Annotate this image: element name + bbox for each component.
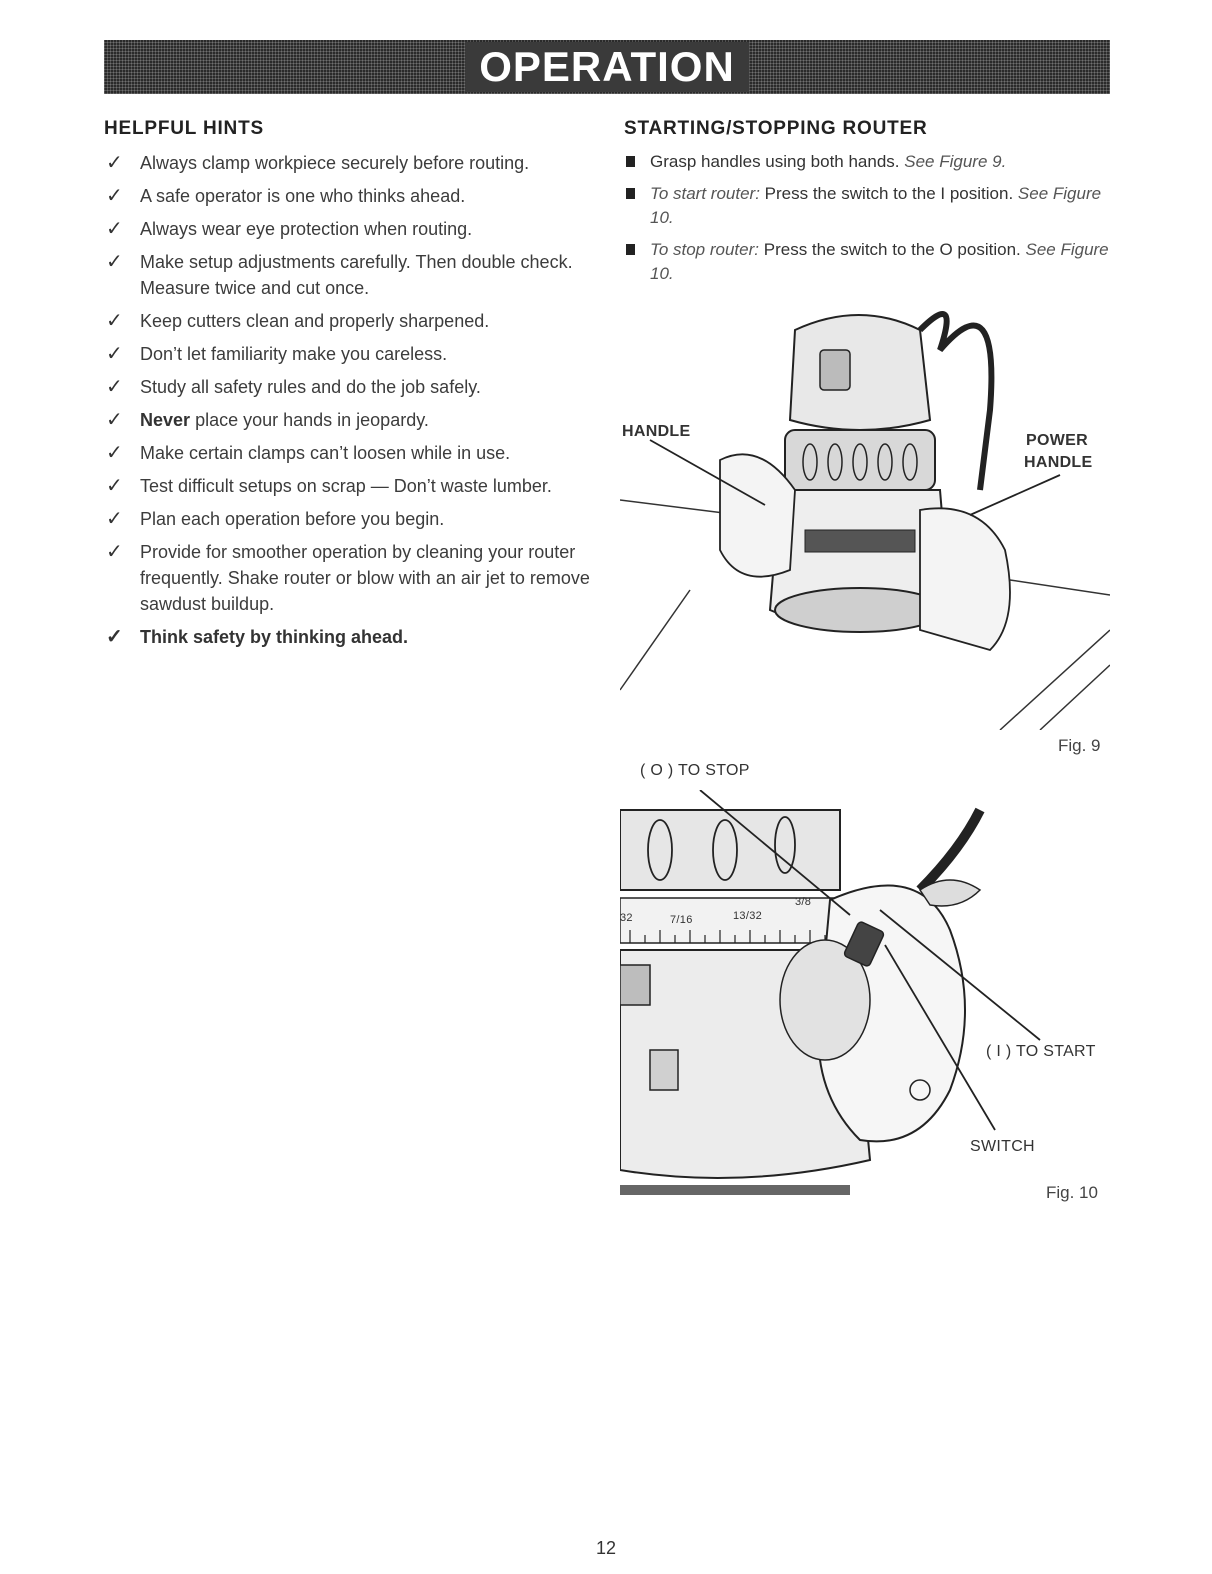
scale-mark-32: 32 xyxy=(620,912,633,924)
page-number: 12 xyxy=(595,1538,617,1558)
bullet-square-icon xyxy=(626,188,635,199)
list-item: ✓ Provide for smoother operation by cleaning your router frequently. Shake router or blow with an air jet to remove sawdust buildup. xyxy=(106,541,590,614)
starting-stopping-section xyxy=(624,118,1114,294)
checkmark-icon: ✓ xyxy=(106,409,123,431)
bullet-square-icon xyxy=(626,244,635,255)
checkmark-icon: ✓ xyxy=(106,475,123,497)
checkmark-icon: ✓ xyxy=(106,343,123,365)
to-start-label: ( I ) TO START xyxy=(986,1043,1096,1060)
banner-title: OPERATION xyxy=(465,42,749,92)
list-item: ✓ Make certain clamps can’t loosen while in use. xyxy=(106,442,511,464)
figure-10-switch-illustration xyxy=(620,790,1110,1210)
figure-9-caption: Fig. 9 xyxy=(1058,736,1101,755)
list-item: Grasp handles using both hands. See Figure 9. xyxy=(624,150,1114,174)
list-item: ✓ Think safety by thinking ahead. xyxy=(106,626,409,648)
steps-list xyxy=(624,150,1114,286)
list-item: ✓ Always clamp workpiece securely before routing. xyxy=(106,152,530,174)
to-stop-label: ( O ) TO STOP xyxy=(640,762,750,779)
bullet-square-icon xyxy=(626,156,635,167)
checkmark-icon: ✓ xyxy=(106,376,123,398)
checkmark-icon: ✓ xyxy=(106,251,123,273)
checkmark-icon: ✓ xyxy=(106,626,123,648)
list-item: To start router: Press the switch to the I position. See Figure 10. xyxy=(624,182,1114,230)
helpful-hints-list xyxy=(104,150,594,650)
power-handle-label-line1: POWER xyxy=(1026,432,1088,449)
list-item: ✓ Study all safety rules and do the job safely. xyxy=(106,376,481,398)
checkmark-icon: ✓ xyxy=(106,508,123,530)
switch-label: SWITCH xyxy=(970,1138,1035,1155)
list-item: ✓ Always wear eye protection when routing. xyxy=(106,218,473,240)
checkmark-icon: ✓ xyxy=(106,218,123,240)
checkmark-icon: ✓ xyxy=(106,442,123,464)
list-item: ✓ Keep cutters clean and properly sharpened. xyxy=(106,310,490,332)
starting-stopping-heading: STARTING/STOPPING ROUTER xyxy=(624,118,928,139)
list-item: ✓ Don’t let familiarity make you careless. xyxy=(106,343,448,365)
scale-mark-13-32: 13/32 xyxy=(733,910,763,922)
list-item: ✓ Plan each operation before you begin. xyxy=(106,508,445,530)
checkmark-icon: ✓ xyxy=(106,541,123,563)
list-item: ✓ A safe operator is one who thinks ahead. xyxy=(106,185,466,207)
scale-mark-3-8: 3/8 xyxy=(795,896,812,908)
helpful-hints-heading: HELPFUL HINTS xyxy=(104,118,264,139)
power-handle-label-line2: HANDLE xyxy=(1024,454,1093,471)
section-banner xyxy=(104,40,1110,94)
handle-label: HANDLE xyxy=(622,423,691,440)
list-item: ✓ Make setup adjustments carefully. Then double check. Measure twice and cut once. xyxy=(106,251,573,298)
helpful-hints-section xyxy=(104,118,594,657)
checkmark-icon: ✓ xyxy=(106,310,123,332)
list-item: ✓ Test difficult setups on scrap — Don’t waste lumber. xyxy=(106,475,552,497)
list-item: ✓ Never place your hands in jeopardy. xyxy=(106,409,429,431)
scale-mark-7-16: 7/16 xyxy=(670,914,693,926)
checkmark-icon: ✓ xyxy=(106,152,123,174)
figure-10-caption: Fig. 10 xyxy=(1046,1183,1098,1202)
list-item: To stop router: Press the switch to the O position. See Figure 10. xyxy=(624,238,1114,286)
figure-9-router-illustration xyxy=(620,290,1110,730)
checkmark-icon: ✓ xyxy=(106,185,123,207)
never-emphasis: Never xyxy=(140,410,191,430)
